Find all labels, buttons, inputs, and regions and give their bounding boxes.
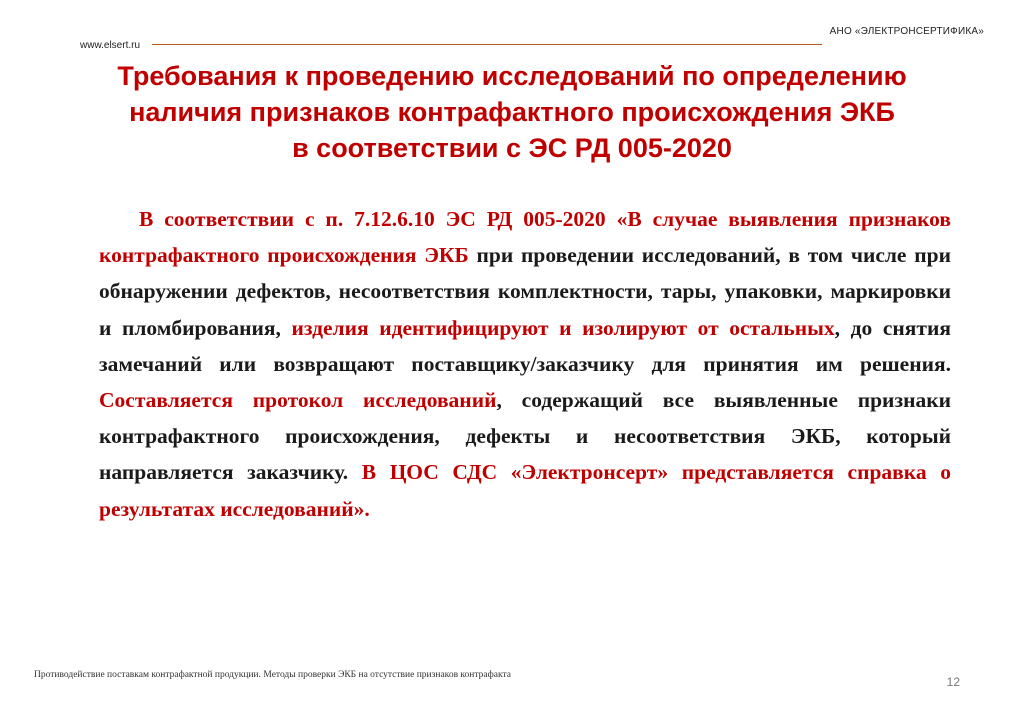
- body-highlight-isolation: изделия идентифицируют и изолируют от остальных: [291, 315, 835, 340]
- website-url: www.elsert.ru: [80, 40, 141, 51]
- body-text-protocol-contents: , содержащий все выявленные признаки контрафактного происхождения, дефекты и несоответствия ЭКБ, который направляется заказчику.: [99, 388, 951, 485]
- main-paragraph: [99, 201, 951, 527]
- body-highlight-report: В ЦОС СДС «Электронсерт» представляется справка о результатах исследований: [99, 460, 951, 521]
- body-highlight-detection: В случае выявления признаков контрафактного происхождения ЭКБ: [99, 207, 952, 268]
- body-text-return: , до снятия замечаний или возвращают поставщику/заказчику для принятия им решения.: [99, 315, 951, 376]
- body-closing-quote: ».: [353, 496, 370, 521]
- page-number: 12: [946, 675, 960, 689]
- body-highlight-protocol: Составляется протокол исследований: [99, 388, 497, 413]
- title-line-3: в соответствии с ЭС РД 005-2020: [292, 133, 732, 163]
- footer-text: Противодействие поставкам контрафактной продукции. Методы проверки ЭКБ на отсутствие признаков контрафакта: [34, 670, 511, 680]
- header-divider: [152, 44, 822, 45]
- title-line-1: Требования к проведению исследований по определению: [117, 61, 907, 91]
- organization-name: АНО «ЭЛЕКТРОНСЕРТИФИКА»: [829, 26, 984, 37]
- body-text-conditions: при проведении исследований, в том числе при обнаружении дефектов, несоответствия комплектности, тары, упаковки, маркировки и пломбирования,: [99, 243, 951, 340]
- title-line-2: наличия признаков контрафактного происхождения ЭКБ: [129, 97, 895, 127]
- body-intro: В соответствии с п. 7.12.6.10 ЭС РД 005-2020 «: [139, 207, 628, 231]
- slide-title: [60, 58, 964, 166]
